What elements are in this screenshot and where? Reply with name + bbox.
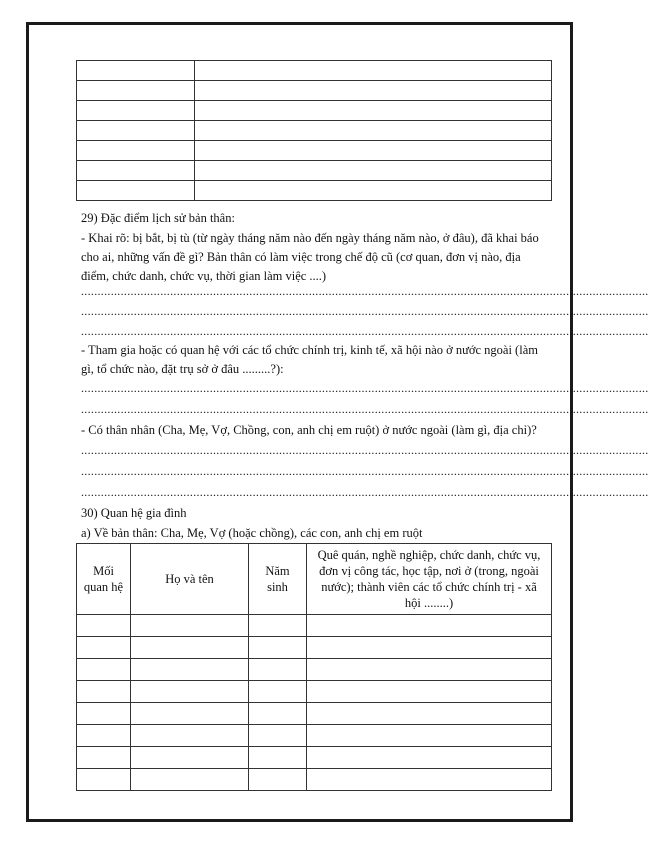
table-row xyxy=(77,681,552,703)
dotted-line: ............................................................................................................................................................................ xyxy=(81,464,649,478)
table-row xyxy=(77,637,552,659)
section-29-paragraph-2: - Tham gia hoặc có quan hệ với các tổ chức chính trị, kinh tế, xã hội nào ở nước ngoài (làm gì, tổ chức nào, đặt trụ sở ở đâu .........?): xyxy=(81,343,538,376)
table-row xyxy=(77,659,552,681)
column-header-details: Quê quán, nghề nghiệp, chức danh, chức vụ, đơn vị công tác, học tập, nơi ở (trong, ngoài nước); thành viên các tổ chức chính trị - xã hội ........) xyxy=(307,544,552,615)
table-row xyxy=(77,121,552,141)
column-header-birth-year: Năm sinh xyxy=(249,544,307,615)
table-row xyxy=(77,747,552,769)
section-29-heading: 29) Đặc điểm lịch sử bản thân: xyxy=(81,211,235,225)
table-row xyxy=(77,141,552,161)
section-30-subheading: a) Về bản thân: Cha, Mẹ, Vợ (hoặc chồng), các con, anh chị em ruột xyxy=(81,526,423,540)
table-row xyxy=(77,161,552,181)
table-row xyxy=(77,101,552,121)
table-header-row xyxy=(77,544,552,615)
column-header-full-name: Họ và tên xyxy=(131,544,249,615)
page-border xyxy=(26,22,649,822)
table-row xyxy=(77,615,552,637)
table-row xyxy=(77,81,552,101)
dotted-line: ............................................................................................................................................................................ xyxy=(81,324,649,338)
dotted-line: ............................................................................................................................................................................ xyxy=(81,443,649,457)
top-table xyxy=(76,60,552,201)
section-30-heading: 30) Quan hệ gia đình xyxy=(81,506,187,520)
table-row xyxy=(77,703,552,725)
section-29-paragraph-1: - Khai rõ: bị bắt, bị tù (từ ngày tháng năm nào đến ngày tháng năm nào, ở đâu), đã khai báo cho ai, những vấn đề gì? Bản thân có làm việc trong chế độ cũ (cơ quan, đơn vị nào, địa điểm, chức danh, chức vụ, thời gian làm việc ....) xyxy=(81,231,539,283)
section-29-paragraph-3: - Có thân nhân (Cha, Mẹ, Vợ, Chồng, con, anh chị em ruột) ở nước ngoài (làm gì, địa chỉ)? xyxy=(81,423,537,437)
table-row xyxy=(77,769,552,791)
column-header-relationship: Mối quan hệ xyxy=(77,544,131,615)
family-relations-table xyxy=(76,543,552,791)
table-row xyxy=(77,61,552,81)
dotted-line: ............................................................................................................................................................................ xyxy=(81,304,649,318)
table-row xyxy=(77,725,552,747)
dotted-line: ............................................................................................................................................................................ xyxy=(81,402,649,416)
table-row xyxy=(77,181,552,201)
dotted-line: ............................................................................................................................................................................ xyxy=(81,381,649,395)
dotted-line: ............................................................................................................................................................................ xyxy=(81,485,649,499)
dotted-line: ............................................................................................................................................................................ xyxy=(81,284,649,298)
